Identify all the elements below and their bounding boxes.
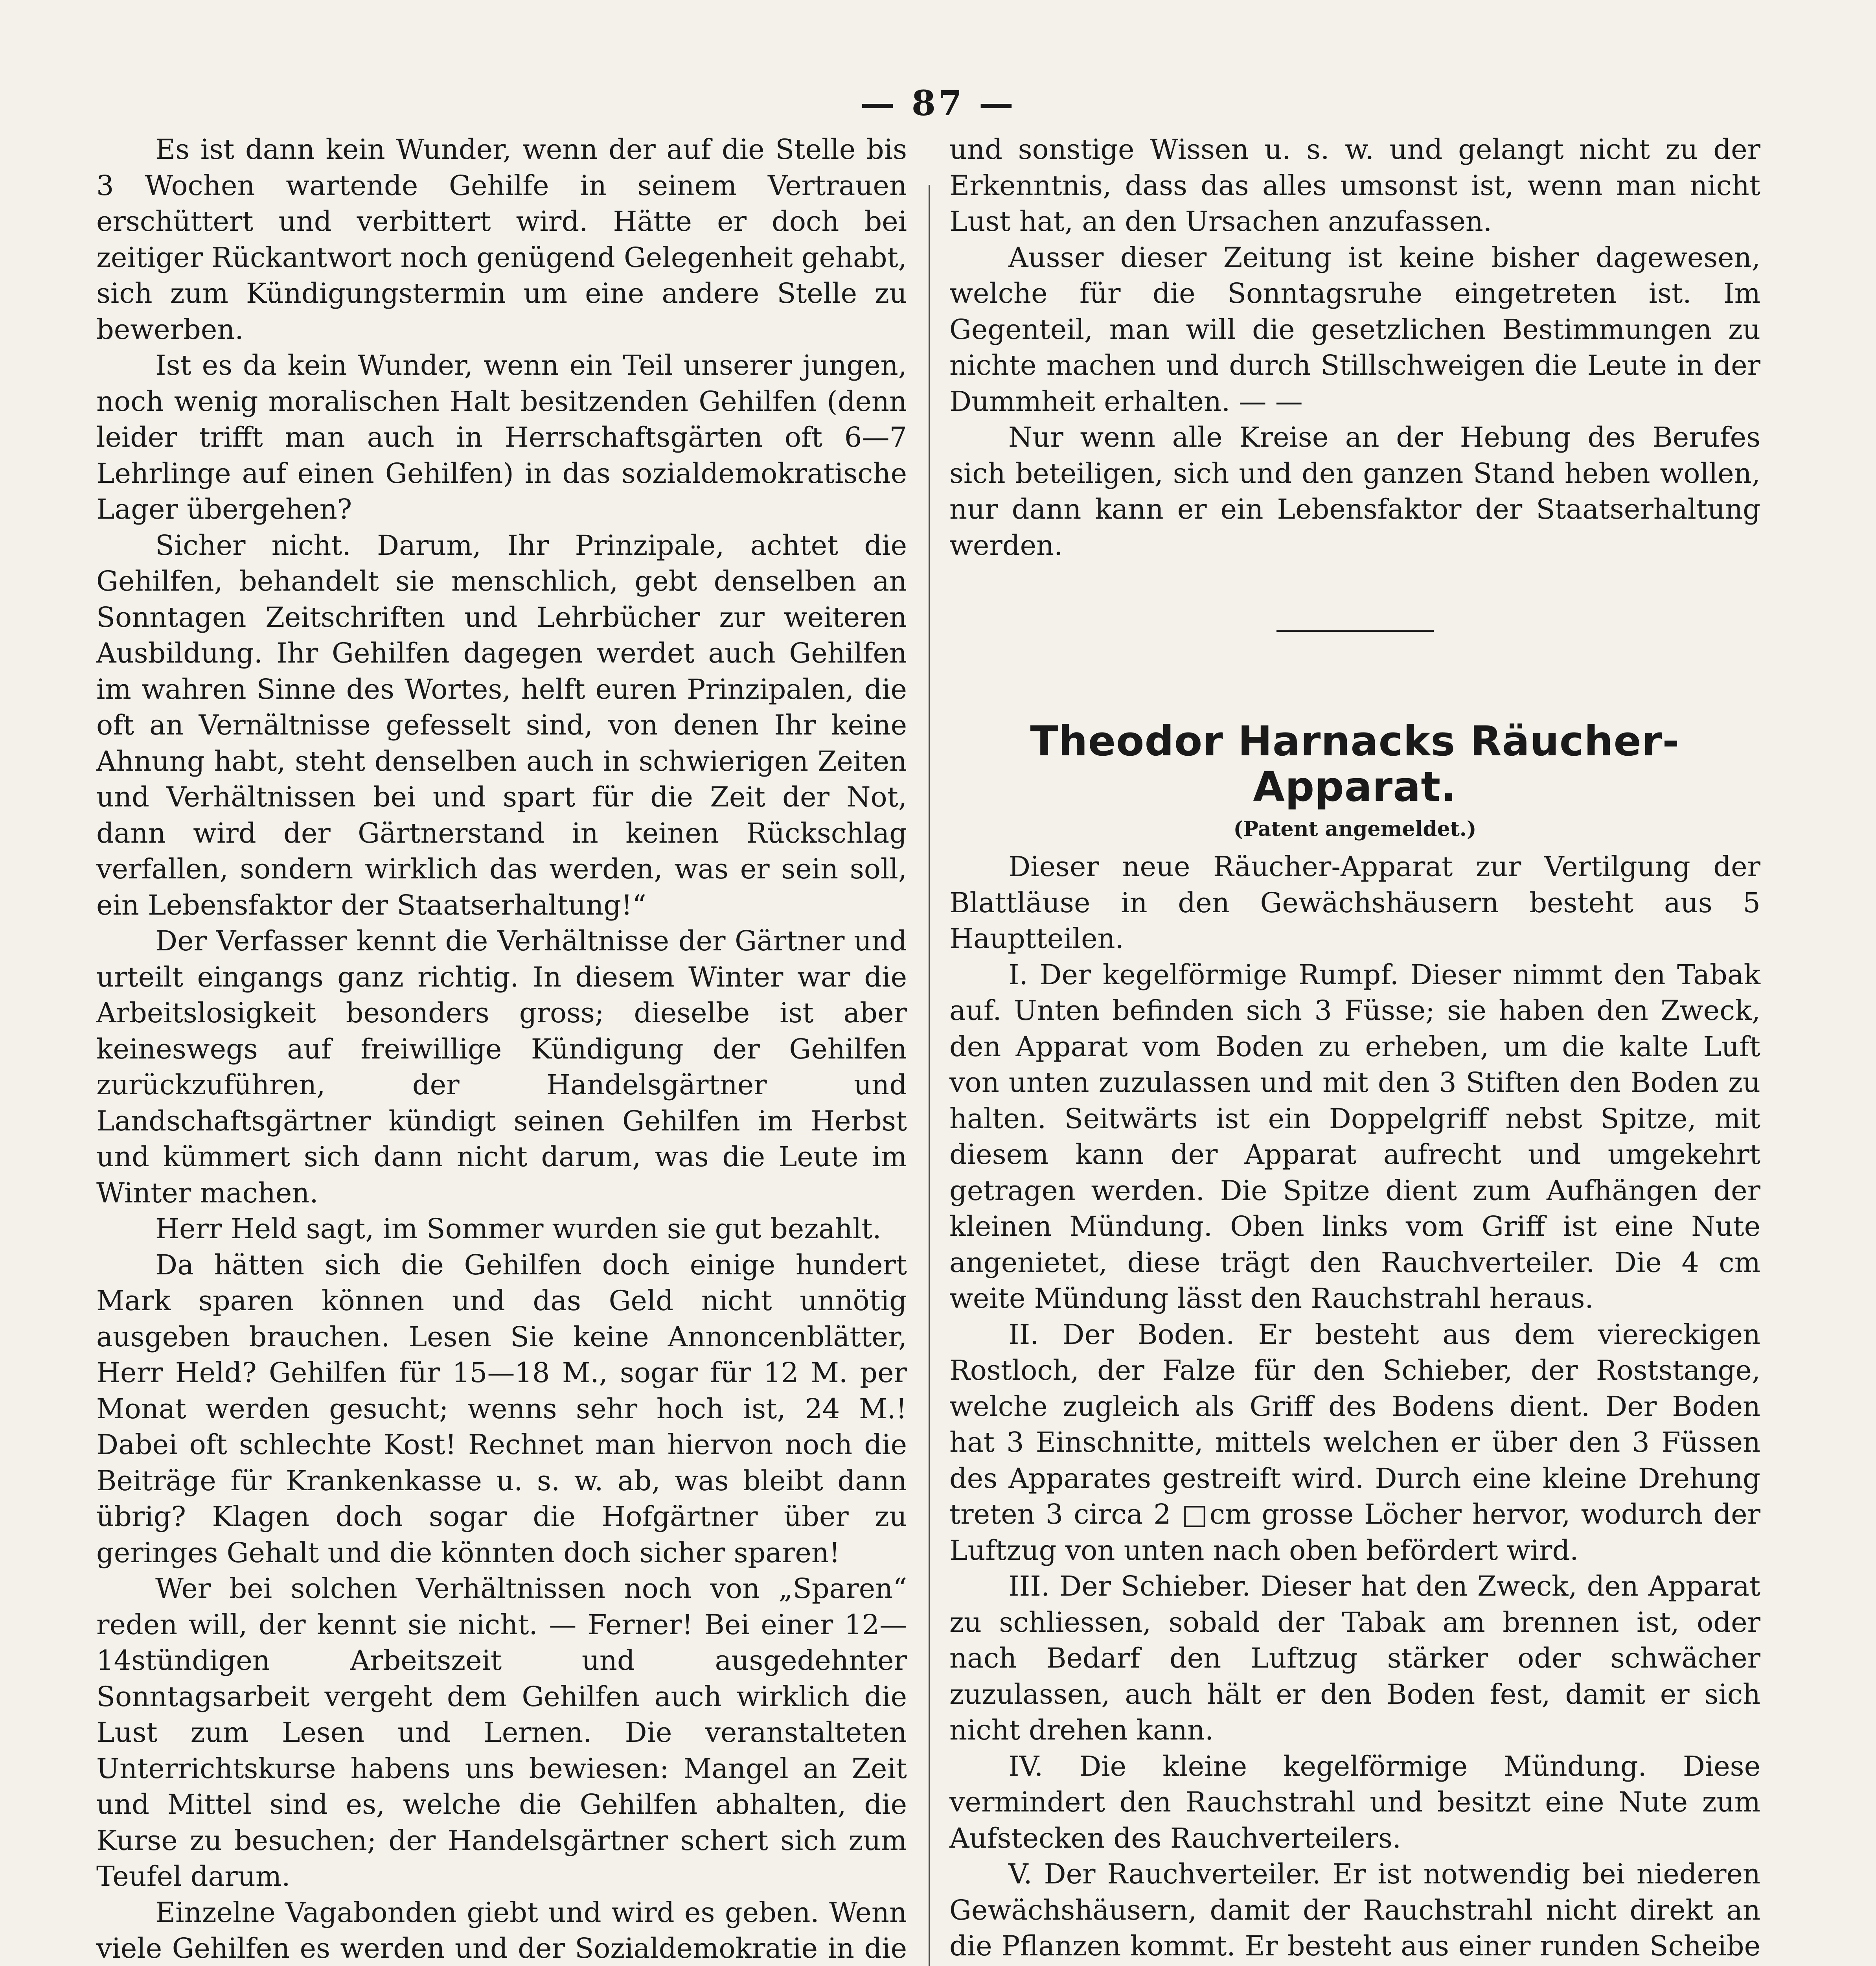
- paragraph: Ausser dieser Zeitung ist keine bisher dagewesen, welche für die Sonntagsruhe eingetreten ist. Im Gegenteil, man will die gesetzlichen Bestimmungen zu nichte machen und durch Stillschweigen die Leute in der Dummheit erhalten. — —: [949, 241, 1760, 418]
- paragraph: III. Der Schieber. Dieser hat den Zweck, den Apparat zu schliessen, sobald der Tabak am brennen ist, oder nach Bedarf den Luftzug stärker oder schwächer zuzulassen, auch hält er den Boden fest, damit er sich nicht drehen kann.: [949, 1570, 1760, 1746]
- paragraph: Wer bei solchen Verhältnissen noch von „Sparen“ reden will, der kennt sie nicht. — Ferner! Bei einer 12—14stündigen Arbeitszeit und ausgedehnter Sonntagsarbeit vergeht dem Gehilfen auch wirklich die Lust zum Lesen und Lernen. Die veranstalteten Unterrichtskurse habens uns bewiesen: Mangel an Zeit und Mittel sind es, welche die Gehilfen abhalten, die Kurse zu besuchen; der Handelsgärtner schert sich zum Teufel darum.: [96, 1572, 907, 1892]
- paragraph: Ist es da kein Wunder, wenn ein Teil unserer jungen, noch wenig moralischen Halt besitzenden Gehilfen (denn leider trifft man auch in Herrschaftsgärten oft 6—7 Lehrlinge auf einen Gehilfen) in das sozialdemokratische Lager übergehen?: [96, 349, 907, 525]
- paragraph: V. Der Rauchverteiler. Er ist notwendig bei niederen Gewächshäusern, damit der Rauchstrahl nicht direkt an die Pflanzen kommt. Er besteht aus einer runden Scheibe: [949, 1858, 1760, 1962]
- paragraph: I. Der kegelförmige Rumpf. Dieser nimmt den Tabak auf. Unten befinden sich 3 Füsse; sie haben den Zweck, den Apparat vom Boden zu erheben, um die kalte Luft von unten zuzulassen und mit den 3 Stiften den Boden zu halten. Seitwärts ist ein Doppelgriff nebst Spitze, mit diesem kann der Apparat aufrecht und umgekehrt getragen werden. Die Spitze dient zum Aufhängen der kleinen Mündung. Oben links vom Griff ist eine Nute angenietet, diese trägt den Rauchverteiler. Die 4 cm weite Mündung lässt den Rauchstrahl heraus.: [949, 958, 1760, 1314]
- article-title: Theodor Harnacks Räucher-Apparat.: [1030, 717, 1680, 811]
- paragraph: IV. Die kleine kegelförmige Mündung. Diese vermindert den Rauchstrahl und besitzt eine Nute zum Aufstecken des Rauchverteilers.: [949, 1750, 1760, 1854]
- paragraph: und sonstige Wissen u. s. w. und gelangt nicht zu der Erkenntnis, dass das alles umsonst ist, wenn man nicht Lust hat, an den Ursachen anzufassen.: [949, 133, 1760, 237]
- article-note: (Patent angemeldet.): [1233, 817, 1477, 841]
- right-column: [949, 132, 1760, 1966]
- left-column: [96, 132, 907, 1966]
- paragraph: Da hätten sich die Gehilfen doch einige hundert Mark sparen können und das Geld nicht unnötig ausgeben brauchen. Lesen Sie keine Annoncenblätter, Herr Held? Gehilfen für 15—18 M., sogar für 12 M. per Monat werden gesucht; wenns sehr hoch ist, 24 M.! Dabei oft schlechte Kost! Rechnet man hiervon noch die Beiträge für Krankenkasse u. s. w. ab, was bleibt dann übrig? Klagen doch sogar die Hofgärtner über zu geringes Gehalt und die könnten doch sicher sparen!: [96, 1248, 907, 1569]
- paragraph: II. Der Boden. Er besteht aus dem viereckigen Rostloch, der Falze für den Schieber, der Roststange, welche zugleich als Griff des Bodens dient. Der Boden hat 3 Einschnitte, mittels welchen er über den 3 Füssen des Apparates gestreift wird. Durch eine kleine Drehung treten 3 circa 2 □cm grosse Löcher hervor, wodurch der Luftzug von unten nach oben befördert wird.: [949, 1318, 1760, 1567]
- column-divider: [929, 185, 930, 1966]
- paragraph: Dieser neue Räucher-Apparat zur Vertilgung der Blattläuse in den Gewächshäusern besteht aus 5 Hauptteilen.: [949, 850, 1760, 955]
- paragraph: Sicher nicht. Darum, Ihr Prinzipale, achtet die Gehilfen, behandelt sie menschlich, gebt denselben an Sonntagen Zeitschriften und Lehrbücher zur weiteren Ausbildung. Ihr Gehilfen dagegen werdet auch Gehilfen im wahren Sinne des Wortes, helft euren Prinzipalen, die oft an Vernältnisse gefesselt sind, von denen Ihr keine Ahnung habt, steht denselben auch in schwierigen Zeiten und Verhältnissen bei und spart für die Zeit der Not, dann wird der Gärtnerstand in keinen Rückschlag verfallen, sondern wirklich das werden, was er sein soll, ein Lebensfaktor der Staatserhaltung!“: [96, 529, 907, 921]
- paragraph: Einzelne Vagabonden giebt und wird es geben. Wenn viele Gehilfen es werden und der Sozialdemokratie in die: [96, 1896, 907, 1964]
- paragraph: Nur wenn alle Kreise an der Hebung des Berufes sich beteiligen, sich und den ganzen Stand heben wollen, nur dann kann er ein Lebensfaktor der Staatserhaltung werden.: [949, 421, 1760, 561]
- paragraph: Der Verfasser kennt die Verhältnisse der Gärtner und urteilt eingangs ganz richtig. In diesem Winter war die Arbeitslosigkeit besonders gross; dieselbe ist aber keineswegs auf freiwillige Kündigung der Gehilfen zurückzuführen, der Handelsgärtner und Landschaftsgärtner kündigt seinen Gehilfen im Herbst und kümmert sich dann nicht darum, was die Leute im Winter machen.: [96, 925, 907, 1209]
- page-number: — 87 —: [860, 83, 1016, 123]
- paragraph: Herr Held sagt, im Sommer wurden sie gut bezahlt.: [155, 1213, 881, 1245]
- paragraph: Es ist dann kein Wunder, wenn der auf die Stelle bis 3 Wochen wartende Gehilfe in seinem Vertrauen erschüttert und verbittert wird. Hätte er doch bei zeitiger Rückantwort noch genügend Gelegenheit gehabt, sich zum Kündigungstermin um eine andere Stelle zu bewerben.: [96, 133, 907, 346]
- section-separator: [1276, 630, 1434, 632]
